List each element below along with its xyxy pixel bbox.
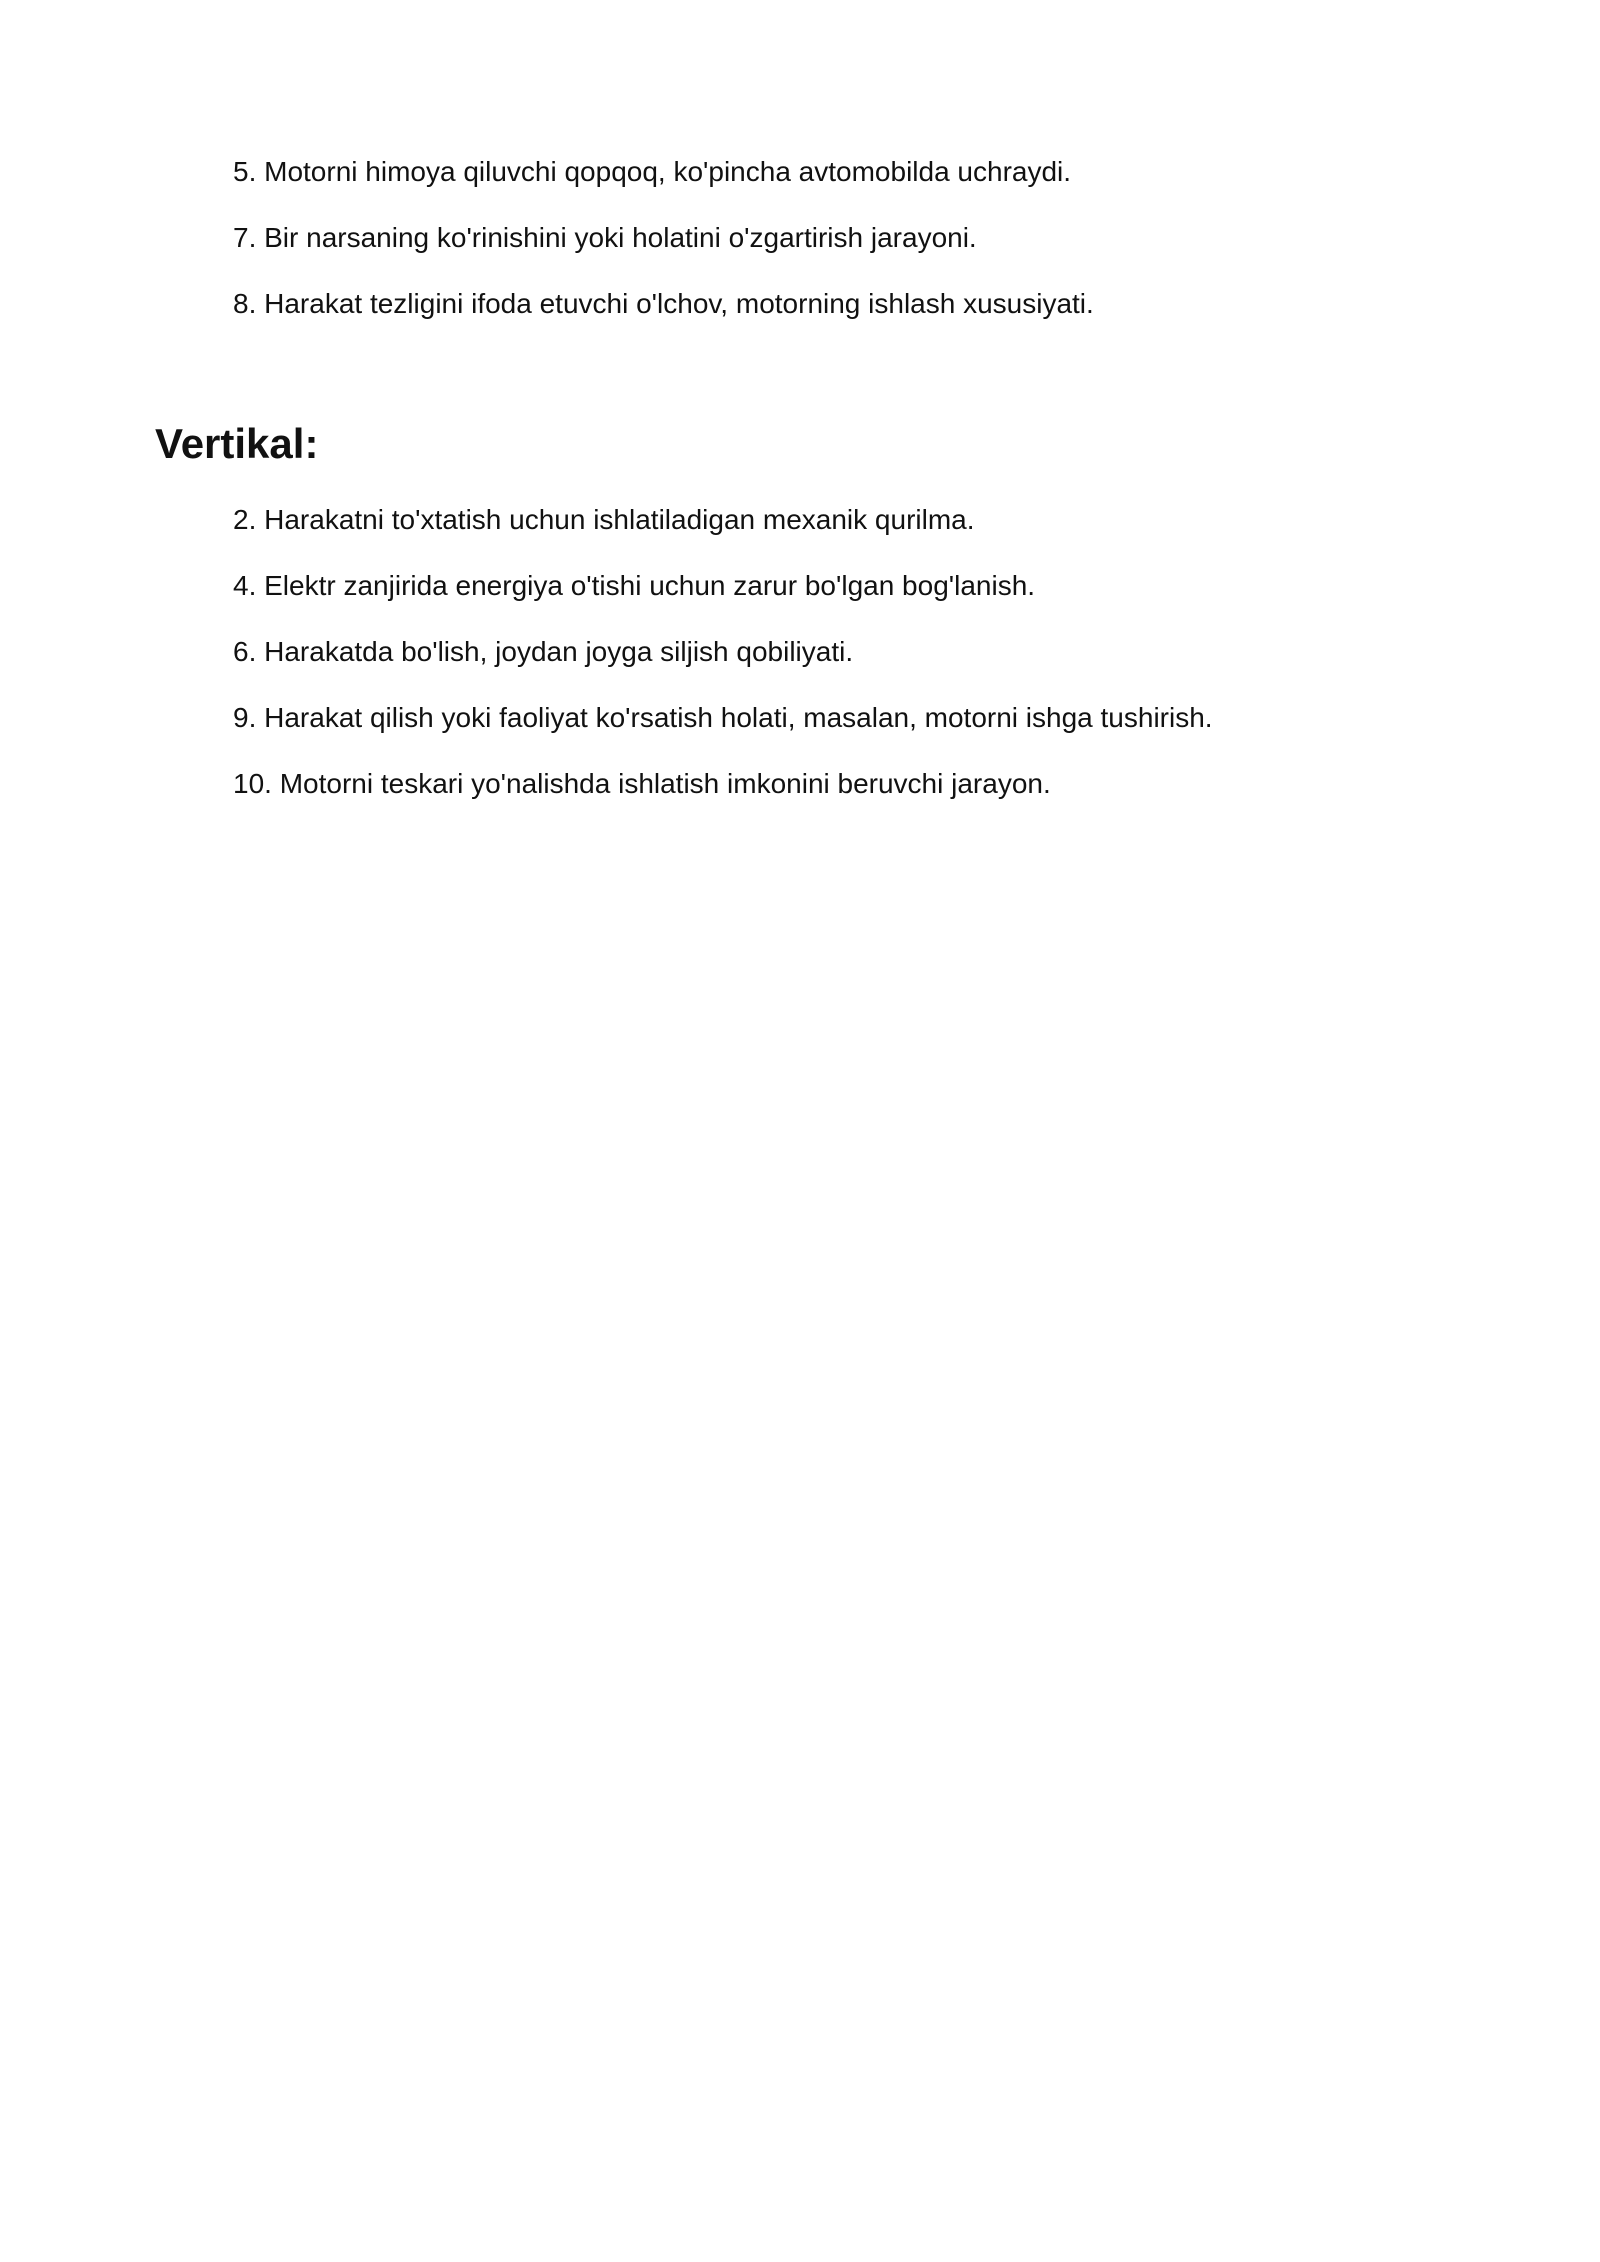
clue-item: 4. Elektr zanjirida energiya o'tishi uchun zarur bo'lgan bog'lanish. (233, 570, 1036, 601)
clue-item: 6. Harakatda bo'lish, joydan joyga siljish qobiliyati. (233, 636, 854, 667)
clue-item: 8. Harakat tezligini ifoda etuvchi o'lchov, motorning ishlash xususiyati. (233, 288, 1094, 319)
vertical-clues-list (233, 500, 1213, 830)
clue-item: 2. Harakatni to'xtatish uchun ishlatiladigan mexanik qurilma. (233, 504, 975, 535)
clue-item: 10. Motorni teskari yo'nalishda ishlatish imkonini beruvchi jarayon. (233, 768, 1051, 799)
vertical-heading: Vertikal: (155, 420, 319, 467)
clue-item: 7. Bir narsaning ko'rinishini yoki holatini o'zgartirish jarayoni. (233, 222, 977, 253)
clue-item: 9. Harakat qilish yoki faoliyat ko'rsatish holati, masalan, motorni ishga tushirish. (233, 702, 1213, 733)
clue-item: 5. Motorni himoya qiluvchi qopqoq, ko'pincha avtomobilda uchraydi. (233, 156, 1072, 187)
horizontal-clues-list (233, 152, 1094, 350)
